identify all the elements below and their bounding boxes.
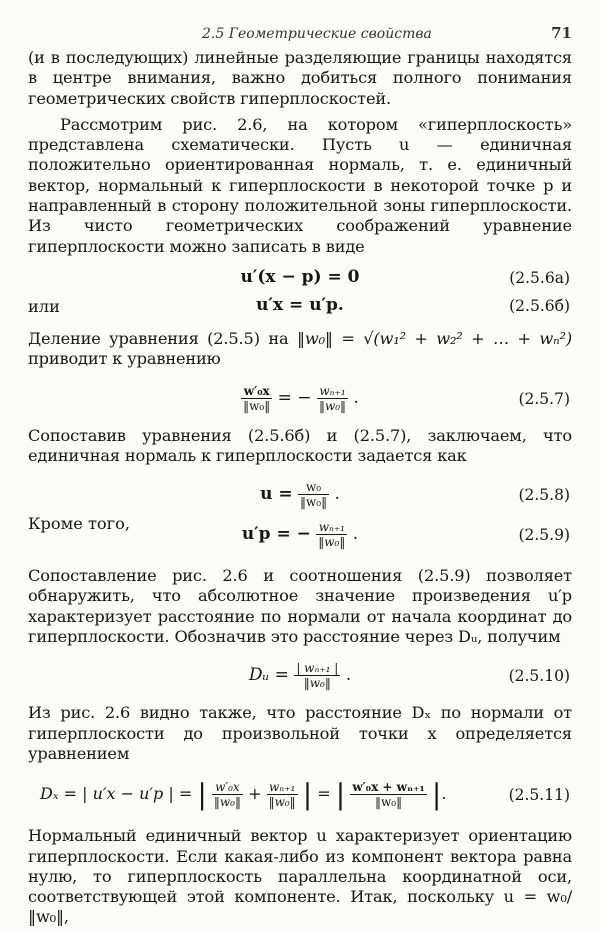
equation-number: (2.5.6а) [509,268,570,287]
book-page [28,20,572,928]
fraction: $\frac{\text{w₀}}{\text{‖w₀‖}}$ [300,480,328,510]
paragraph-6: Сопоставление рис. 2.6 и соотношения (2.5.9) позволяет обнаружить, что абсолютное значение произведения u′p характеризует расстояние по нормали от начала координат до гиперплоскости. Обозначив это расстояние через Dᵤ, получим [28,566,572,647]
connector-text: Кроме того, [28,514,131,534]
fraction: $\frac{\text{| wₙ₊₁ |}}{\text{‖w₀‖}}$ [296,661,339,691]
paragraph-7: Из рис. 2.6 видно также, что расстояние Dₓ по нормали от гиперплоскости до произвольной точки x определяется уравнением [28,703,572,763]
equation-2-5-9 [28,512,572,552]
fraction: $\frac{\text{w′₀x}}{\text{‖w₀‖}}$ [213,780,241,810]
norm-formula: ‖w₀‖ = √(w₁² + w₂² + … + wₙ²) [296,328,572,348]
paragraph-2: Рассмотрим рис. 2.6, на котором «гиперплоскость» представлена схематически. Пусть u — единичная положительно ориентированная нормаль, т. е. единичный вектор, нормальный к гиперплоскости в некоторой точке p и направленный в сторону положительной зоны гиперплоскости. Из чисто геометрических соображений уравнение гиперплоскости можно записать в виде [28,114,572,256]
equation-number: (2.5.8) [518,486,570,505]
fraction: $\frac{\text{w′₀x}}{\text{‖w₀‖}}$ [243,383,271,413]
equation-2-5-8 [28,472,572,512]
equation-2-5-11 [28,770,572,816]
paragraph-3-lead: Деление уравнения (2.5.5) на [28,328,289,348]
equation-number: (2.5.9) [518,526,570,545]
paragraph-1: (и в последующих) линейные разделяющие границы находятся в центре внимания, важно добиться полного понимания геометрических свойств гиперплоскостей. [28,48,572,108]
equation-body: u = $\frac{\text{w₀}}{\text{‖w₀‖}}$ . [260,480,340,510]
fraction: $\frac{\text{wₙ₊₁}}{\text{‖w₀‖}}$ [318,383,347,413]
equation-number: (2.5.10) [508,667,570,686]
equation-body: u′x = u′p. [256,294,344,315]
fraction: $\frac{\text{wₙ₊₁}}{\text{‖w₀‖}}$ [318,520,346,550]
fraction: $\frac{\text{wₙ₊₁}}{\text{‖w₀‖}}$ [268,780,296,810]
equation-body: $\frac{\text{w′₀x}}{\text{‖w₀‖}}$ = − $\frac{\text{wₙ₊₁}}{\text{‖w₀‖}}$ . [243,383,359,413]
equation-2-5-7 [28,376,572,416]
paragraph-3 [28,329,572,370]
connector-word: или [28,296,60,316]
paragraph-8: Нормальный единичный вектор u характеризует ориентацию гиперплоскости. Если какая-либо из компонент вектора равна нулю, то гиперплоскость параллельна координатной оси, соответствующей этой компоненте. Итак, поскольку u = w₀/‖w₀‖, [28,826,572,927]
fraction: $\frac{\text{w′₀x + wₙ₊₁}}{\text{‖w₀‖}}$ [352,780,425,810]
equation-body: Dₓ = | u′x − u′p | = | $\frac{\text{w′₀x}}{\text{‖w₀‖}}$ + $\frac{\text{wₙ₊₁}}{\text{‖w₀‖}}$ | = | $\frac{\text{w′₀x + wₙ₊₁}}{\text{‖w₀‖}}$ |. [40,778,447,812]
section-title: 2.5 Геометрические свойства [202,26,432,42]
equation-body: u′(x − p) = 0 [240,266,360,287]
running-header [28,20,572,48]
equation-2-5-10 [28,653,572,693]
equation-body: Dᵤ = $\frac{\text{| wₙ₊₁ |}}{\text{‖w₀‖}}$ . [248,661,352,691]
equation-number: (2.5.11) [508,786,570,805]
equation-number: (2.5.7) [518,389,570,408]
equation-2-5-6b [28,291,572,319]
paragraph-3-tail: приводит к уравнению [28,349,221,369]
equation-body: u′p = − $\frac{\text{wₙ₊₁}}{\text{‖w₀‖}}$ . [241,520,359,550]
paragraph-4: Сопоставив уравнения (2.5.6б) и (2.5.7), заключаем, что единичная нормаль к гиперплоскости задается как [28,425,572,465]
equation-2-5-6a [28,263,572,291]
page-number: 71 [551,24,572,42]
equation-number: (2.5.6б) [509,296,570,315]
